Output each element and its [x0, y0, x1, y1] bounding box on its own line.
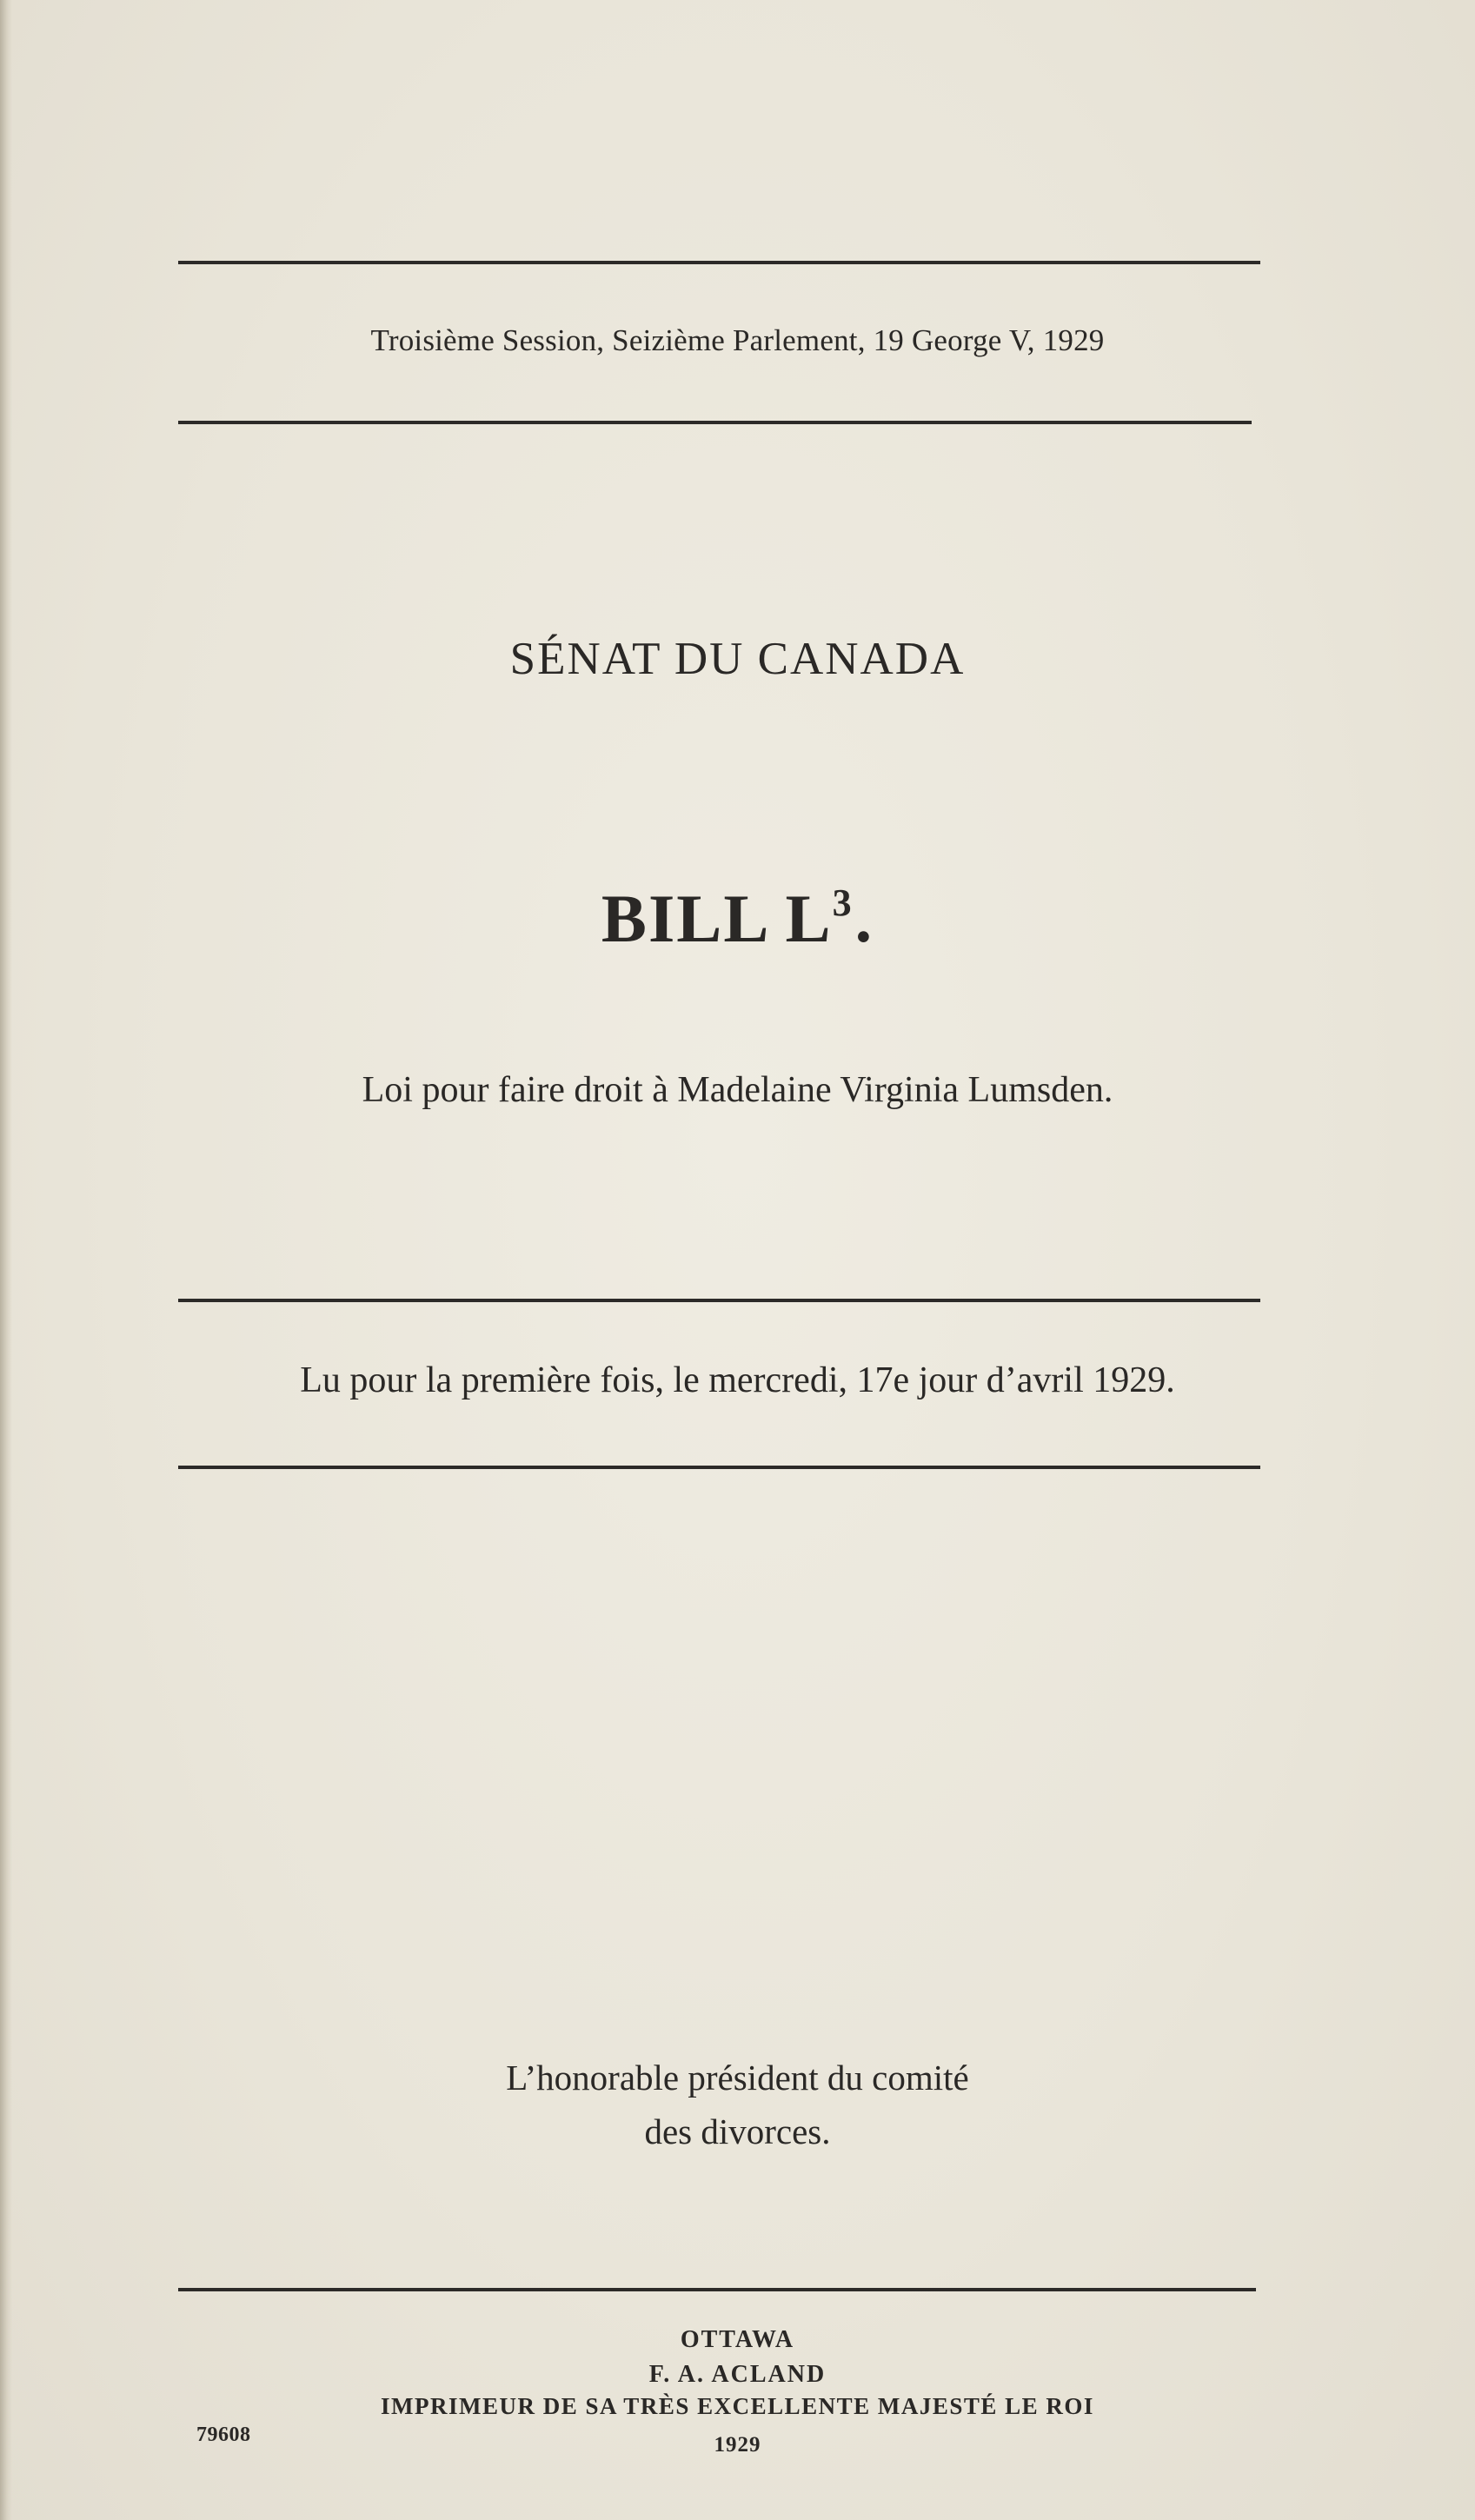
first-reading-line: Lu pour la première fois, le mercredi, 17e jour d’avril 1929. — [300, 1360, 1175, 1400]
bill-number — [0, 880, 1475, 958]
top-rule — [178, 261, 1260, 264]
bill-suffix: . — [854, 881, 874, 956]
bill-superscript: 3 — [832, 881, 854, 924]
imprint-printer: F. A. ACLAND — [648, 2361, 827, 2388]
session-rule — [178, 421, 1252, 424]
bill-prefix: BILL L — [601, 881, 833, 956]
imprint-year: 1929 — [714, 2433, 761, 2457]
imprint-rule — [178, 2288, 1256, 2291]
sponsor-line-2: des divorces. — [644, 2111, 831, 2151]
reading-bottom-rule — [178, 1466, 1260, 1469]
imprint-printer-title: IMPRIMEUR DE SA TRÈS EXCELLENTE MAJESTÉ LE ROI — [381, 2393, 1094, 2419]
chamber-title: SÉNAT DU CANADA — [509, 634, 966, 684]
job-number: 79608 — [196, 2424, 251, 2446]
imprint-city: OTTAWA — [680, 2326, 795, 2353]
sponsor-line-1: L’honorable président du comité — [506, 2058, 969, 2098]
act-title: Loi pour faire droit à Madelaine Virginia Lumsden. — [362, 1070, 1113, 1110]
reading-top-rule — [178, 1299, 1260, 1302]
session-heading: Troisième Session, Seizième Parlement, 19 George V, 1929 — [370, 323, 1105, 357]
